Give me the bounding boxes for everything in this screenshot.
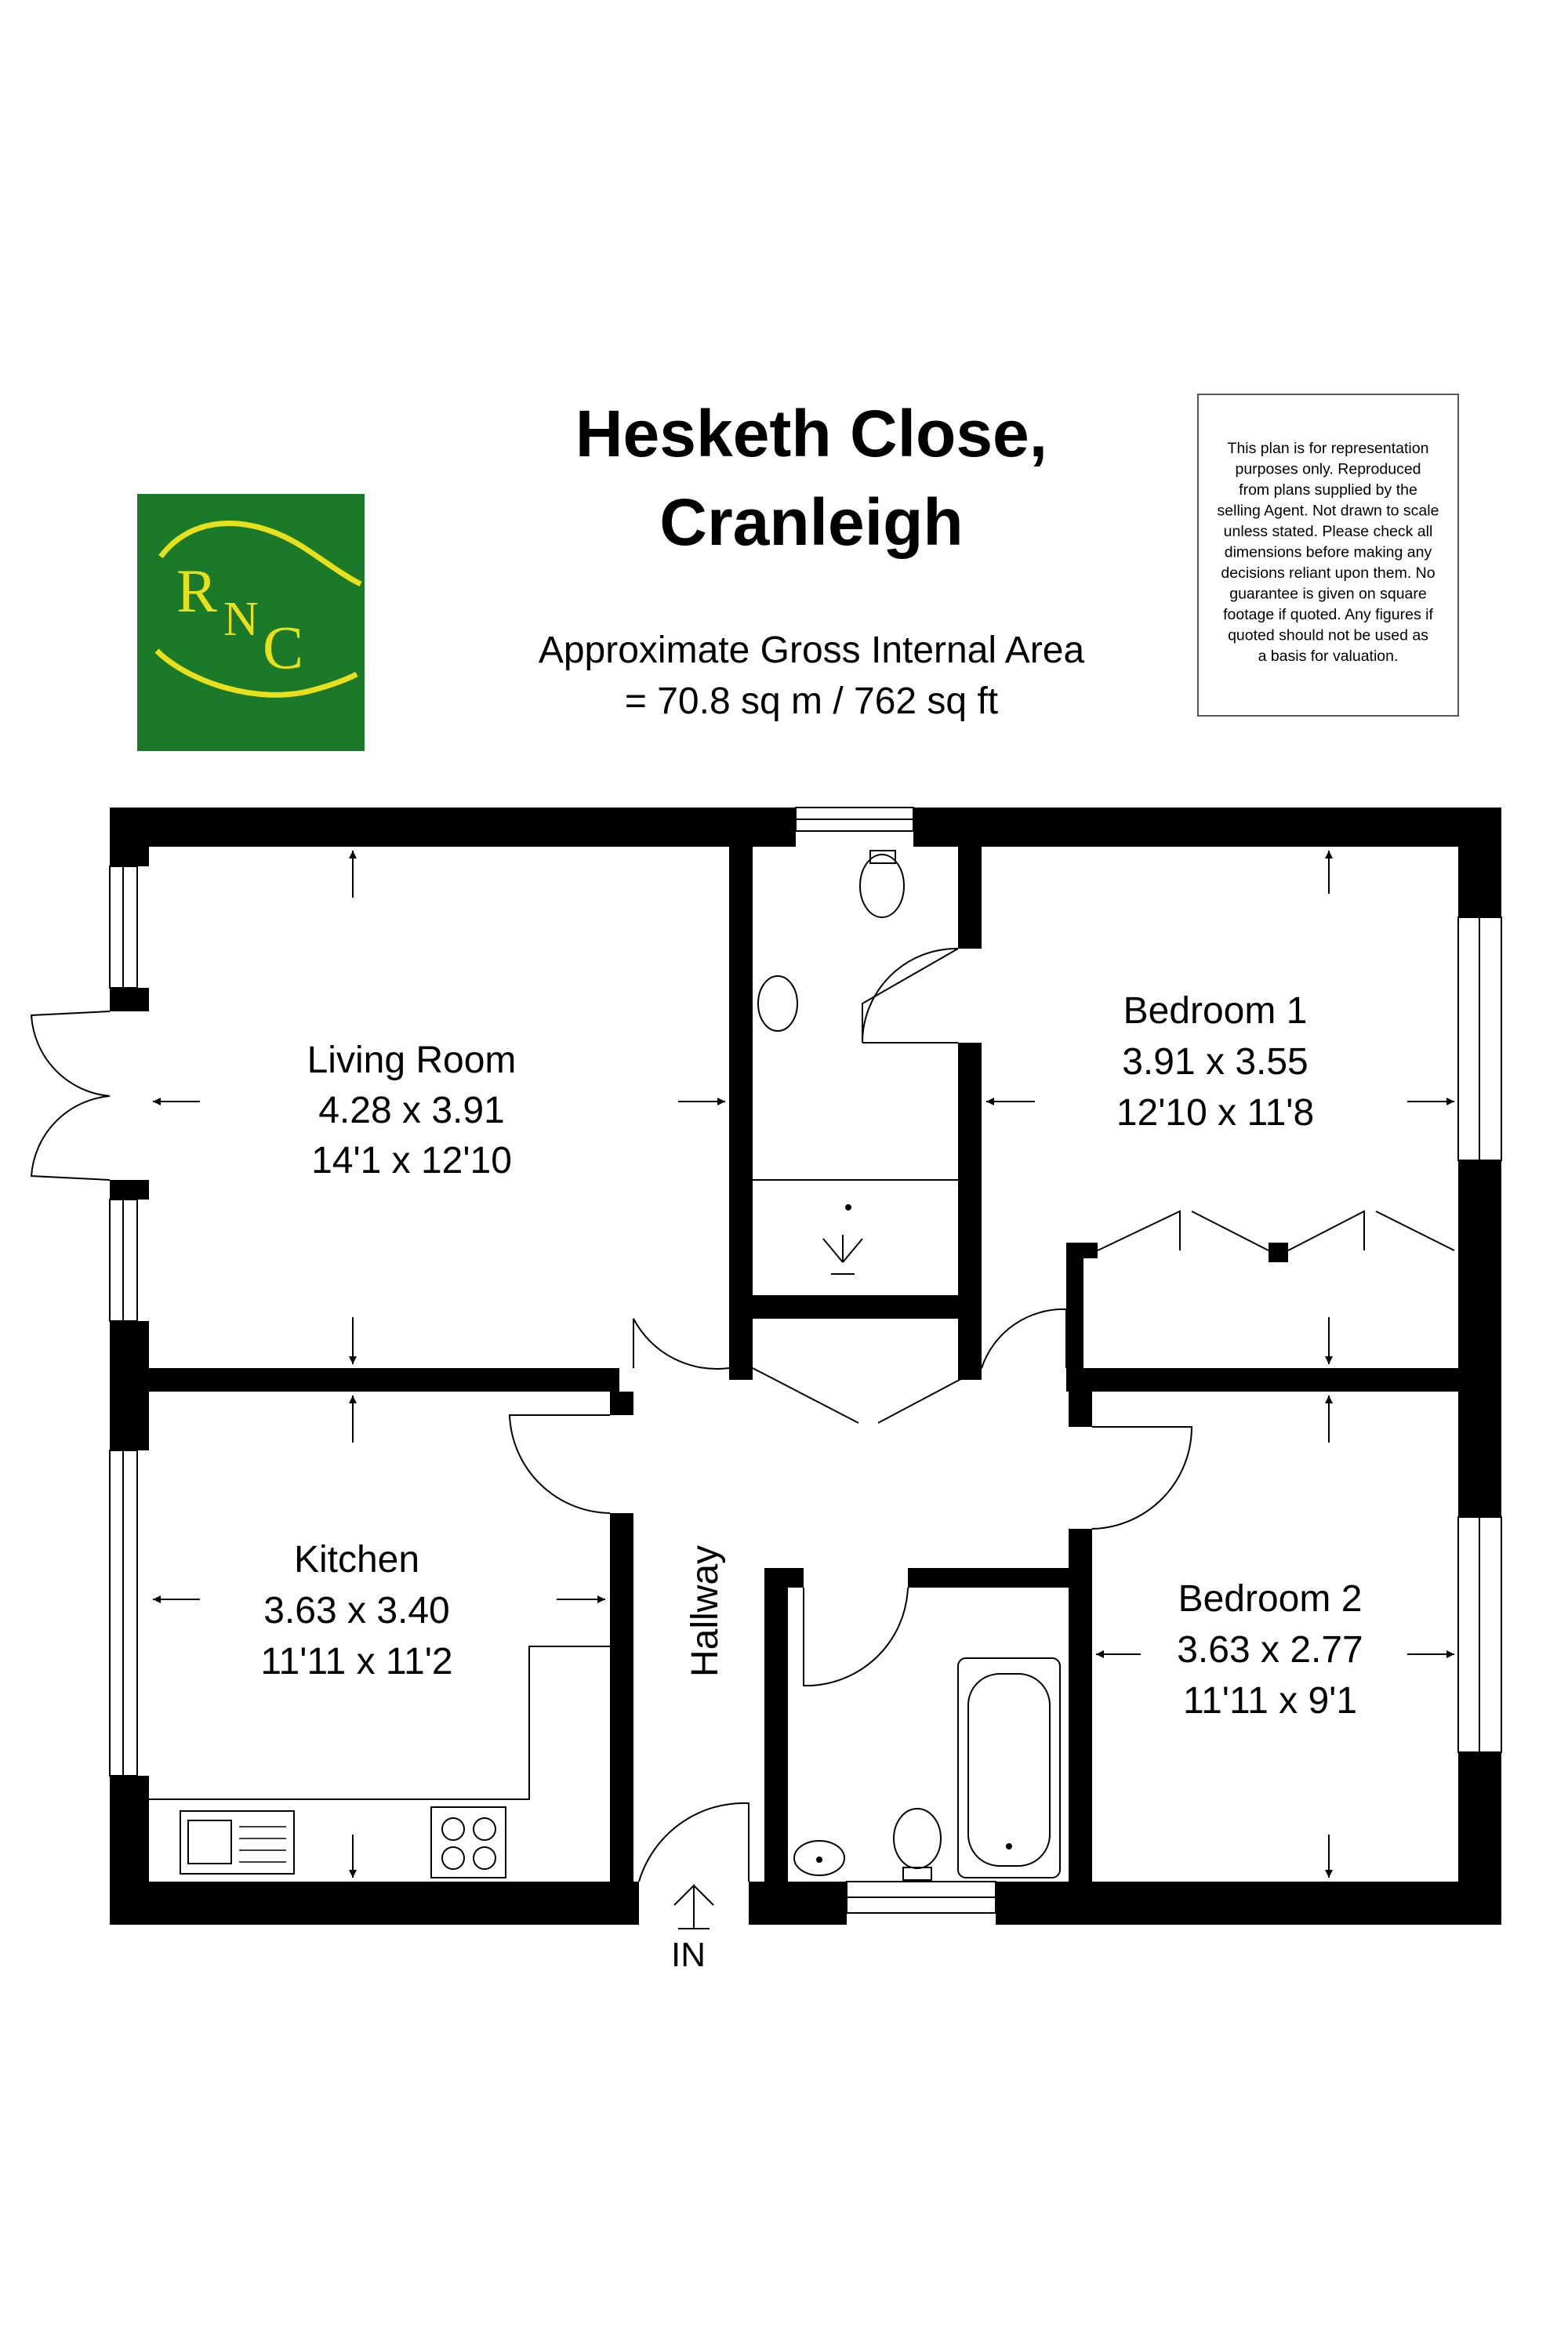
wardrobe-doors-right [1288,1211,1454,1250]
kitchen-hob [431,1807,506,1878]
disclaimer-line: decisions reliant upon them. No [1221,564,1436,582]
logo-letter-n: N [223,593,259,646]
room-kitchen [260,1539,452,1682]
room-kitchen-name: Kitchen [293,1539,420,1581]
bathroom-door [804,1588,908,1686]
fixtures [149,851,1060,1880]
room-kitchen-metric: 3.63 x 3.40 [263,1590,450,1632]
disclaimer-box [1198,394,1458,716]
logo-letter-c: C [263,613,304,681]
wc-basin [758,976,797,1031]
logo [137,494,365,751]
room-kitchen-imperial: 11'11 x 11'2 [260,1641,453,1682]
wardrobe-doors-left [1098,1211,1269,1250]
entrance-arrow-icon [674,1886,713,1929]
disclaimer-line: from plans supplied by the [1239,481,1417,499]
disclaimer-line: guarantee is given on square [1229,585,1427,603]
french-door-upper [31,1011,110,1096]
logo-letter-r: R [176,557,218,625]
room-bedroom2-metric: 3.63 x 2.77 [1177,1629,1363,1671]
disclaimer-line: quoted should not be used as [1228,626,1428,644]
room-bedroom2-imperial: 11'11 x 9'1 [1182,1680,1358,1722]
walls [110,808,1501,1925]
room-bedroom1 [1116,990,1314,1134]
shower-head-icon [823,1235,862,1274]
room-bedroom2 [1177,1578,1363,1722]
disclaimer-line: purposes only. Reproduced [1235,460,1421,478]
room-living-name: Living Room [307,1040,517,1081]
area-line-2: = 70.8 sq m / 762 sq ft [624,681,999,722]
disclaimer-line: a basis for valuation. [1258,648,1399,665]
disclaimer-line: selling Agent. Not drawn to scale [1217,502,1439,520]
entrance-label: IN [671,1936,706,1974]
windows [110,808,1501,1913]
title-line-1: Hesketh Close, [575,397,1048,470]
bedroom1-door [982,1309,1066,1368]
area-line-1: Approximate Gross Internal Area [538,630,1085,671]
room-bedroom2-name: Bedroom 2 [1178,1578,1363,1620]
disclaimer-line: unless stated. Please check all [1223,523,1433,540]
cupboard-doors [753,1368,982,1423]
title-line-2: Cranleigh [659,485,964,559]
room-hallway-name: Hallway [684,1544,726,1678]
room-bedroom1-metric: 3.91 x 3.55 [1122,1041,1308,1083]
room-bedroom1-name: Bedroom 1 [1123,990,1308,1032]
kitchen-door [510,1415,610,1513]
room-living-imperial: 14'1 x 12'10 [311,1140,512,1181]
room-living-metric: 4.28 x 3.91 [318,1090,505,1131]
front-door [639,1803,749,1882]
wc-door [862,949,958,1043]
disclaimer-line: footage if quoted. Any figures if [1223,606,1433,623]
bedroom2-door [1092,1427,1192,1529]
room-bedroom1-imperial: 12'10 x 11'8 [1116,1092,1315,1134]
disclaimer-line: This plan is for representation [1227,440,1429,457]
bathroom-toilet [894,1809,941,1868]
disclaimer-line: dimensions before making any [1224,543,1432,561]
living-door [633,1319,729,1369]
room-living [307,1040,517,1181]
french-door-lower [31,1096,110,1180]
